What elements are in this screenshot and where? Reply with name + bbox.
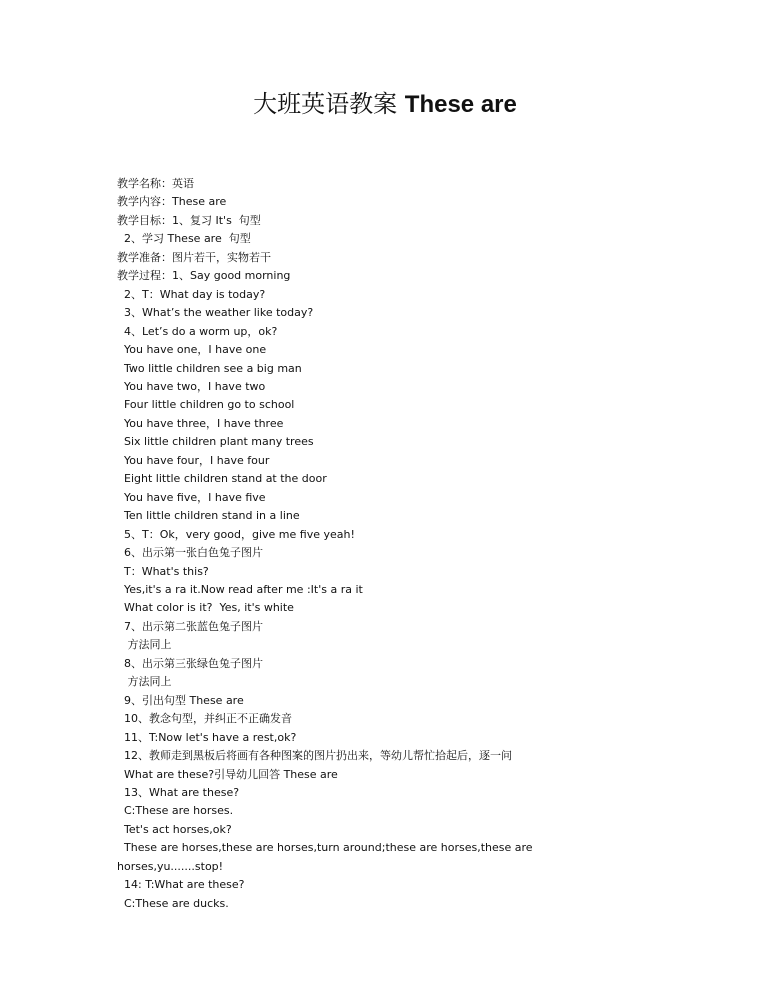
- text-line: 方法同上: [117, 675, 172, 689]
- text-line: 7、出示第二张蓝色兔子图片: [117, 619, 263, 633]
- text-line: 13、What are these?: [117, 785, 240, 799]
- text-line: You have one，I have one: [117, 343, 267, 357]
- text-line: 9、引出句型 These are: [117, 693, 244, 707]
- text-line: 教学目标：1、复习 It's 句型: [117, 213, 261, 227]
- text-line: 方法同上: [117, 638, 172, 652]
- text-line: What are these?引导幼儿回答 These are: [117, 767, 338, 781]
- text-line: What color is it? Yes, it's white: [117, 601, 294, 615]
- text-line: Two little children see a big man: [117, 361, 302, 375]
- text-line: Six little children plant many trees: [117, 435, 314, 449]
- text-line: 5、T：Ok，very good，give me five yeah!: [117, 527, 355, 541]
- text-line: You have four，I have four: [117, 453, 270, 467]
- text-line: Eight little children stand at the door: [117, 472, 327, 486]
- text-line: 2、T：What day is today?: [117, 287, 266, 301]
- text-line: C:These are horses.: [117, 804, 234, 818]
- text-line: Tet's act horses,ok?: [117, 822, 232, 836]
- text-line: C:These are ducks.: [117, 896, 229, 910]
- text-line: 11、T:Now let's have a rest,ok?: [117, 730, 297, 744]
- text-line: Ten little children stand in a line: [117, 509, 300, 523]
- text-line: 教学准备：图片若干，实物若干: [117, 250, 271, 264]
- text-line: You have three，I have three: [117, 416, 284, 430]
- text-line: You have two，I have two: [117, 379, 266, 393]
- text-line: T：What's this?: [117, 564, 209, 578]
- text-line: Yes,it's a ra it.Now read after me :It's a ra it: [117, 582, 363, 596]
- text-line: 4、Let’s do a worm up，ok?: [117, 324, 278, 338]
- text-line: 教学内容：These are: [117, 195, 227, 209]
- title-english: These are: [404, 91, 517, 118]
- text-line: 14: T:What are these?: [117, 878, 245, 892]
- text-line: 10、教念句型，并纠正不正确发音: [117, 712, 292, 726]
- text-line: 2、学习 These are 句型: [117, 232, 251, 246]
- text-line: 教学名称：英语: [117, 177, 194, 190]
- text-line: You have five，I have five: [117, 490, 266, 504]
- text-line: Four little children go to school: [117, 398, 295, 412]
- text-line: 6、出示第一张白色兔子图片: [117, 546, 263, 560]
- text-line: 教学过程：1、Say good morning: [117, 269, 291, 283]
- document-body: [117, 175, 577, 913]
- text-line: 12、教师走到黑板后将画有各种图案的图片扔出来，等幼儿帮忙拾起后，逐一问: [117, 749, 512, 763]
- title-chinese: 大班英语教案: [253, 90, 405, 118]
- document-title: [0, 88, 770, 121]
- text-line: 3、What’s the weather like today?: [117, 306, 314, 320]
- text-line: These are horses,these are horses,turn around;these are horses,these are horses,yu.......stop!: [117, 841, 537, 873]
- text-line: 8、出示第三张绿色兔子图片: [117, 656, 263, 670]
